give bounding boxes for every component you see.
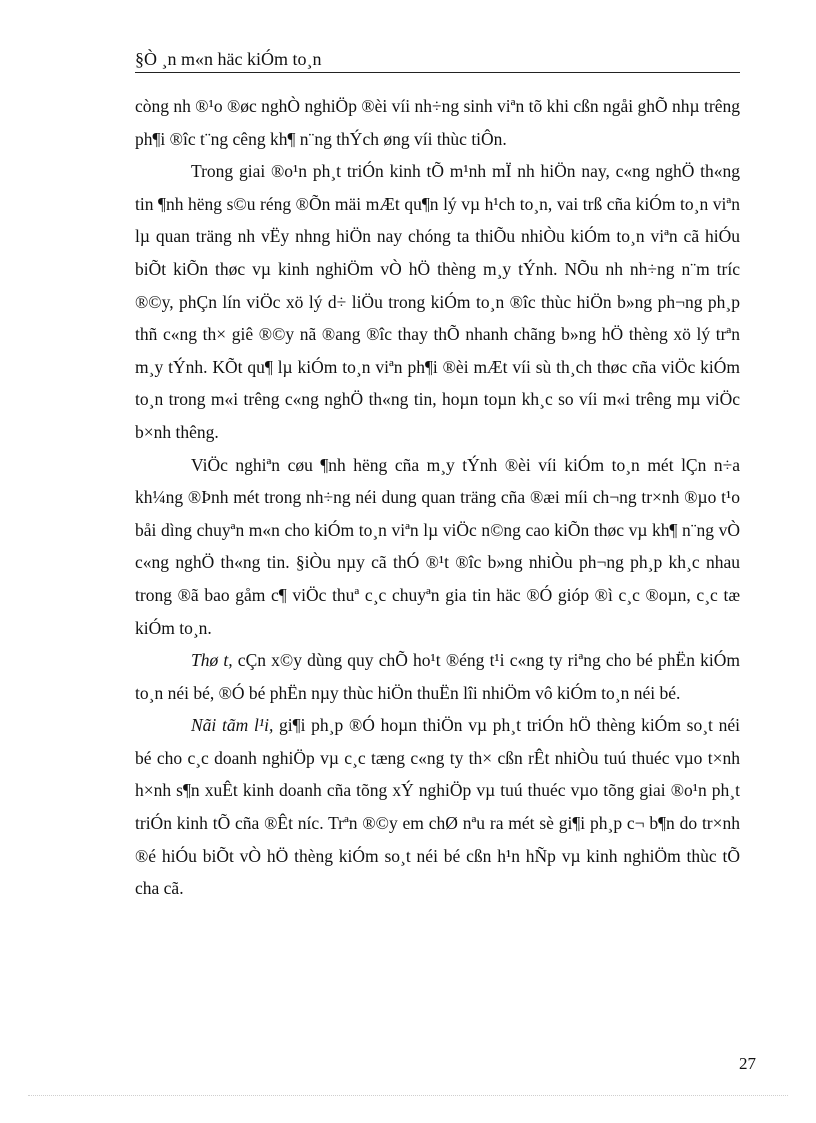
paragraph-training	[135, 449, 740, 645]
running-header: §Ò ¸n m«n häc kiÓm to¸n	[135, 46, 740, 73]
paragraph-text: gi¶i ph¸p ®Ó hoµn thiÖn vµ ph¸t triÓn hÖ thèng kiÓm so¸t néi bé cho c¸c doanh nghiÖp vµ c¸c tæng c«ng ty th× cßn rÊt nhiÒu tuú thuéc vµo t×nh h×nh s¶n xuÊt kinh doanh cña tõng xÝ nghiÖp vµ tuú thuéc vµo tõng giai ®o¹n ph¸t triÓn kinh tÕ cña ®Êt níc. Trªn ®©y em chØ nªu ra mét sè gi¶i ph¸p c¬ b¶n do tr×nh ®é hiÓu biÕt vÒ hÖ thèng kiÓm so¸t néi bé cßn h¹n hÑp vµ kinh nghiÖm thùc tÕ cha cã.	[135, 715, 740, 899]
paragraph-text: ViÖc nghiªn cøu ¶nh hëng cña m¸y tÝnh ®èi víi kiÓm to¸n mét lÇn n÷a kh¼ng ®Þnh mét trong nh÷ng néi dung quan träng cña ®æi míi ch¬ng tr×nh ®µo t¹o båi dìng chuyªn m«n cho kiÓm to¸n viªn lµ viÖc n©ng cao kiÕn thøc vµ kh¶ n¨ng vÒ c«ng nghÖ th«ng tin. §iÒu nµy cã thÓ ®¹t ®îc b»ng nhiÒu ph¬ng ph¸p kh¸c nhau trong ®ã bao gåm c¶ viÖc thuª c¸c chuyªn gia tin häc ®Ó gióp ®ì c¸c ®oµn, c¸c tæ kiÓm to¸n.	[135, 454, 740, 638]
page-number: 27	[739, 1054, 756, 1073]
paragraph-text: cÇn x©y dùng quy chÕ ho¹t ®éng t¹i c«ng ty riªng cho bé phËn kiÓm to¸n néi bé, ®Ó bé phËn nµy thùc hiÖn thuËn lîi nhiÖm vô kiÓm to¸n néi bé.	[135, 650, 740, 703]
paragraph-fourth	[135, 644, 740, 709]
paragraph-lead: Nãi tãm l¹i,	[191, 715, 274, 736]
paragraph-text: Trong giai ®o¹n ph¸t triÓn kinh tÕ m¹nh mÏ nh hiÖn nay, c«ng nghÖ th«ng tin ¶nh hëng s©u réng ®Õn mäi mÆt qu¶n lý vµ h¹ch to¸n, vai trß cña kiÓm to¸n viªn lµ quan träng nh vËy nhng hiÖn nay chóng ta thiÕu nhiÒu kiÓm to¸n viªn cã hiÓu biÕt kiÕn thøc vµ kinh nghiÖm vÒ hÖ thèng m¸y tÝnh. NÕu nh nh÷ng n¨m tríc ®©y, phÇn lín viÖc xö lý d÷ liÖu trong kiÓm to¸n ®îc thùc hiÖn b»ng ph¬ng ph¸p thñ c«ng th× giê ®©y nã ®ang ®îc thay thÕ nhanh chãng b»ng hÖ thèng xö lý trªn m¸y tÝnh. KÕt qu¶ lµ kiÓm to¸n viªn ph¶i ®èi mÆt víi sù th¸ch thøc cña viÖc kiÓm to¸n trong m«i trêng c«ng nghÖ th«ng tin, hoµn toµn kh¸c so víi m«i trêng mµ viÖc b×nh thêng.	[135, 161, 740, 442]
paragraph-continuation	[135, 90, 740, 155]
body-text	[135, 90, 740, 905]
paragraph-it-impact	[135, 155, 740, 448]
paragraph-conclusion	[135, 709, 740, 905]
paragraph-lead: Thø t,	[191, 650, 233, 671]
footer-divider	[28, 1095, 788, 1096]
paragraph-text: còng nh ®¹o ®øc nghÒ nghiÖp ®èi víi nh÷ng sinh viªn tõ khi cßn ngåi ghÕ nhµ trêng ph¶i ®îc t¨ng cêng kh¶ n¨ng thÝch øng víi thùc tiÔn.	[135, 96, 740, 149]
